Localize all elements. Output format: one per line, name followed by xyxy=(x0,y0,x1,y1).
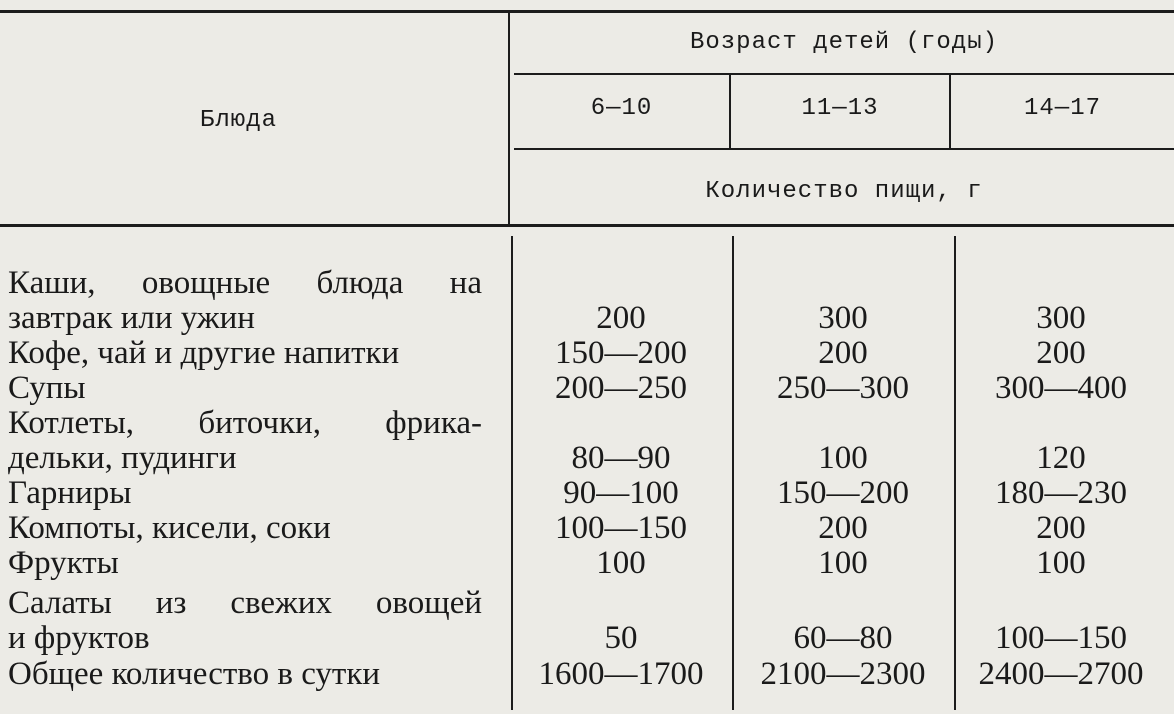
row-label-compotes: Компоты, кисели, соки xyxy=(8,510,331,546)
row-label-drinks: Кофе, чай и другие напитки xyxy=(8,335,400,371)
cell-fruits-11-13: 100 xyxy=(818,545,868,581)
cell-soups-11-13: 250—300 xyxy=(777,370,909,406)
body-column-divider-1 xyxy=(511,236,513,710)
row-label-porridge-line1: Каши, овощные блюда на xyxy=(8,265,482,301)
cell-salads-6-10: 50 xyxy=(604,620,638,656)
cell-fruits-6-10: 100 xyxy=(596,545,646,581)
header-column-divider xyxy=(508,10,510,226)
header-bottom-rule xyxy=(0,224,1174,227)
cell-soups-14-17: 300—400 xyxy=(995,370,1127,406)
cell-side-dishes-14-17: 180—230 xyxy=(995,475,1127,511)
cell-compotes-11-13: 200 xyxy=(818,510,868,546)
table-top-rule xyxy=(0,10,1174,13)
dish-column-header: Блюда xyxy=(200,107,278,134)
cell-soups-6-10: 200—250 xyxy=(555,370,687,406)
cell-side-dishes-6-10: 90—100 xyxy=(563,475,679,511)
cell-fruits-14-17: 100 xyxy=(1036,545,1086,581)
age-title-underline xyxy=(514,73,1174,75)
cell-porridge-14-17: 300 xyxy=(1036,300,1086,336)
age-group-14-17: 14—17 xyxy=(1023,95,1101,122)
cell-drinks-11-13: 200 xyxy=(818,335,868,371)
cell-compotes-6-10: 100—150 xyxy=(555,510,687,546)
row-label-soups: Супы xyxy=(8,370,86,406)
cell-porridge-6-10: 200 xyxy=(596,300,646,336)
row-label-fruits: Фрукты xyxy=(8,545,119,581)
row-label-porridge-line2: завтрак или ужин xyxy=(8,300,255,336)
row-label-daily-total: Общее количество в сутки xyxy=(8,656,381,692)
cell-drinks-6-10: 150—200 xyxy=(555,335,687,371)
row-label-salads-line1: Салаты из свежих овощей xyxy=(8,585,482,621)
body-column-divider-2 xyxy=(732,236,734,710)
cell-salads-11-13: 60—80 xyxy=(793,620,893,656)
cell-cutlets-14-17: 120 xyxy=(1036,440,1086,476)
cell-salads-14-17: 100—150 xyxy=(995,620,1127,656)
cell-drinks-14-17: 200 xyxy=(1036,335,1086,371)
age-groups-underline xyxy=(514,148,1174,150)
row-label-cutlets-line1: Котлеты, биточки, фрика- xyxy=(8,405,482,441)
unit-title: Количество пищи, г xyxy=(705,178,983,205)
age-group-title: Возраст детей (годы) xyxy=(689,29,999,56)
age-group-6-10: 6—10 xyxy=(590,95,653,122)
cell-daily-total-14-17: 2400—2700 xyxy=(978,656,1144,692)
cell-daily-total-11-13: 2100—2300 xyxy=(760,656,926,692)
row-label-side-dishes: Гарниры xyxy=(8,475,132,511)
row-label-cutlets-line2: дельки, пудинги xyxy=(8,440,237,476)
age-group-11-13: 11—13 xyxy=(801,95,879,122)
cell-cutlets-11-13: 100 xyxy=(818,440,868,476)
cell-daily-total-6-10: 1600—1700 xyxy=(538,656,704,692)
cell-cutlets-6-10: 80—90 xyxy=(571,440,671,476)
cell-side-dishes-11-13: 150—200 xyxy=(777,475,909,511)
row-label-salads-line2: и фруктов xyxy=(8,620,150,656)
cell-porridge-11-13: 300 xyxy=(818,300,868,336)
cell-compotes-14-17: 200 xyxy=(1036,510,1086,546)
